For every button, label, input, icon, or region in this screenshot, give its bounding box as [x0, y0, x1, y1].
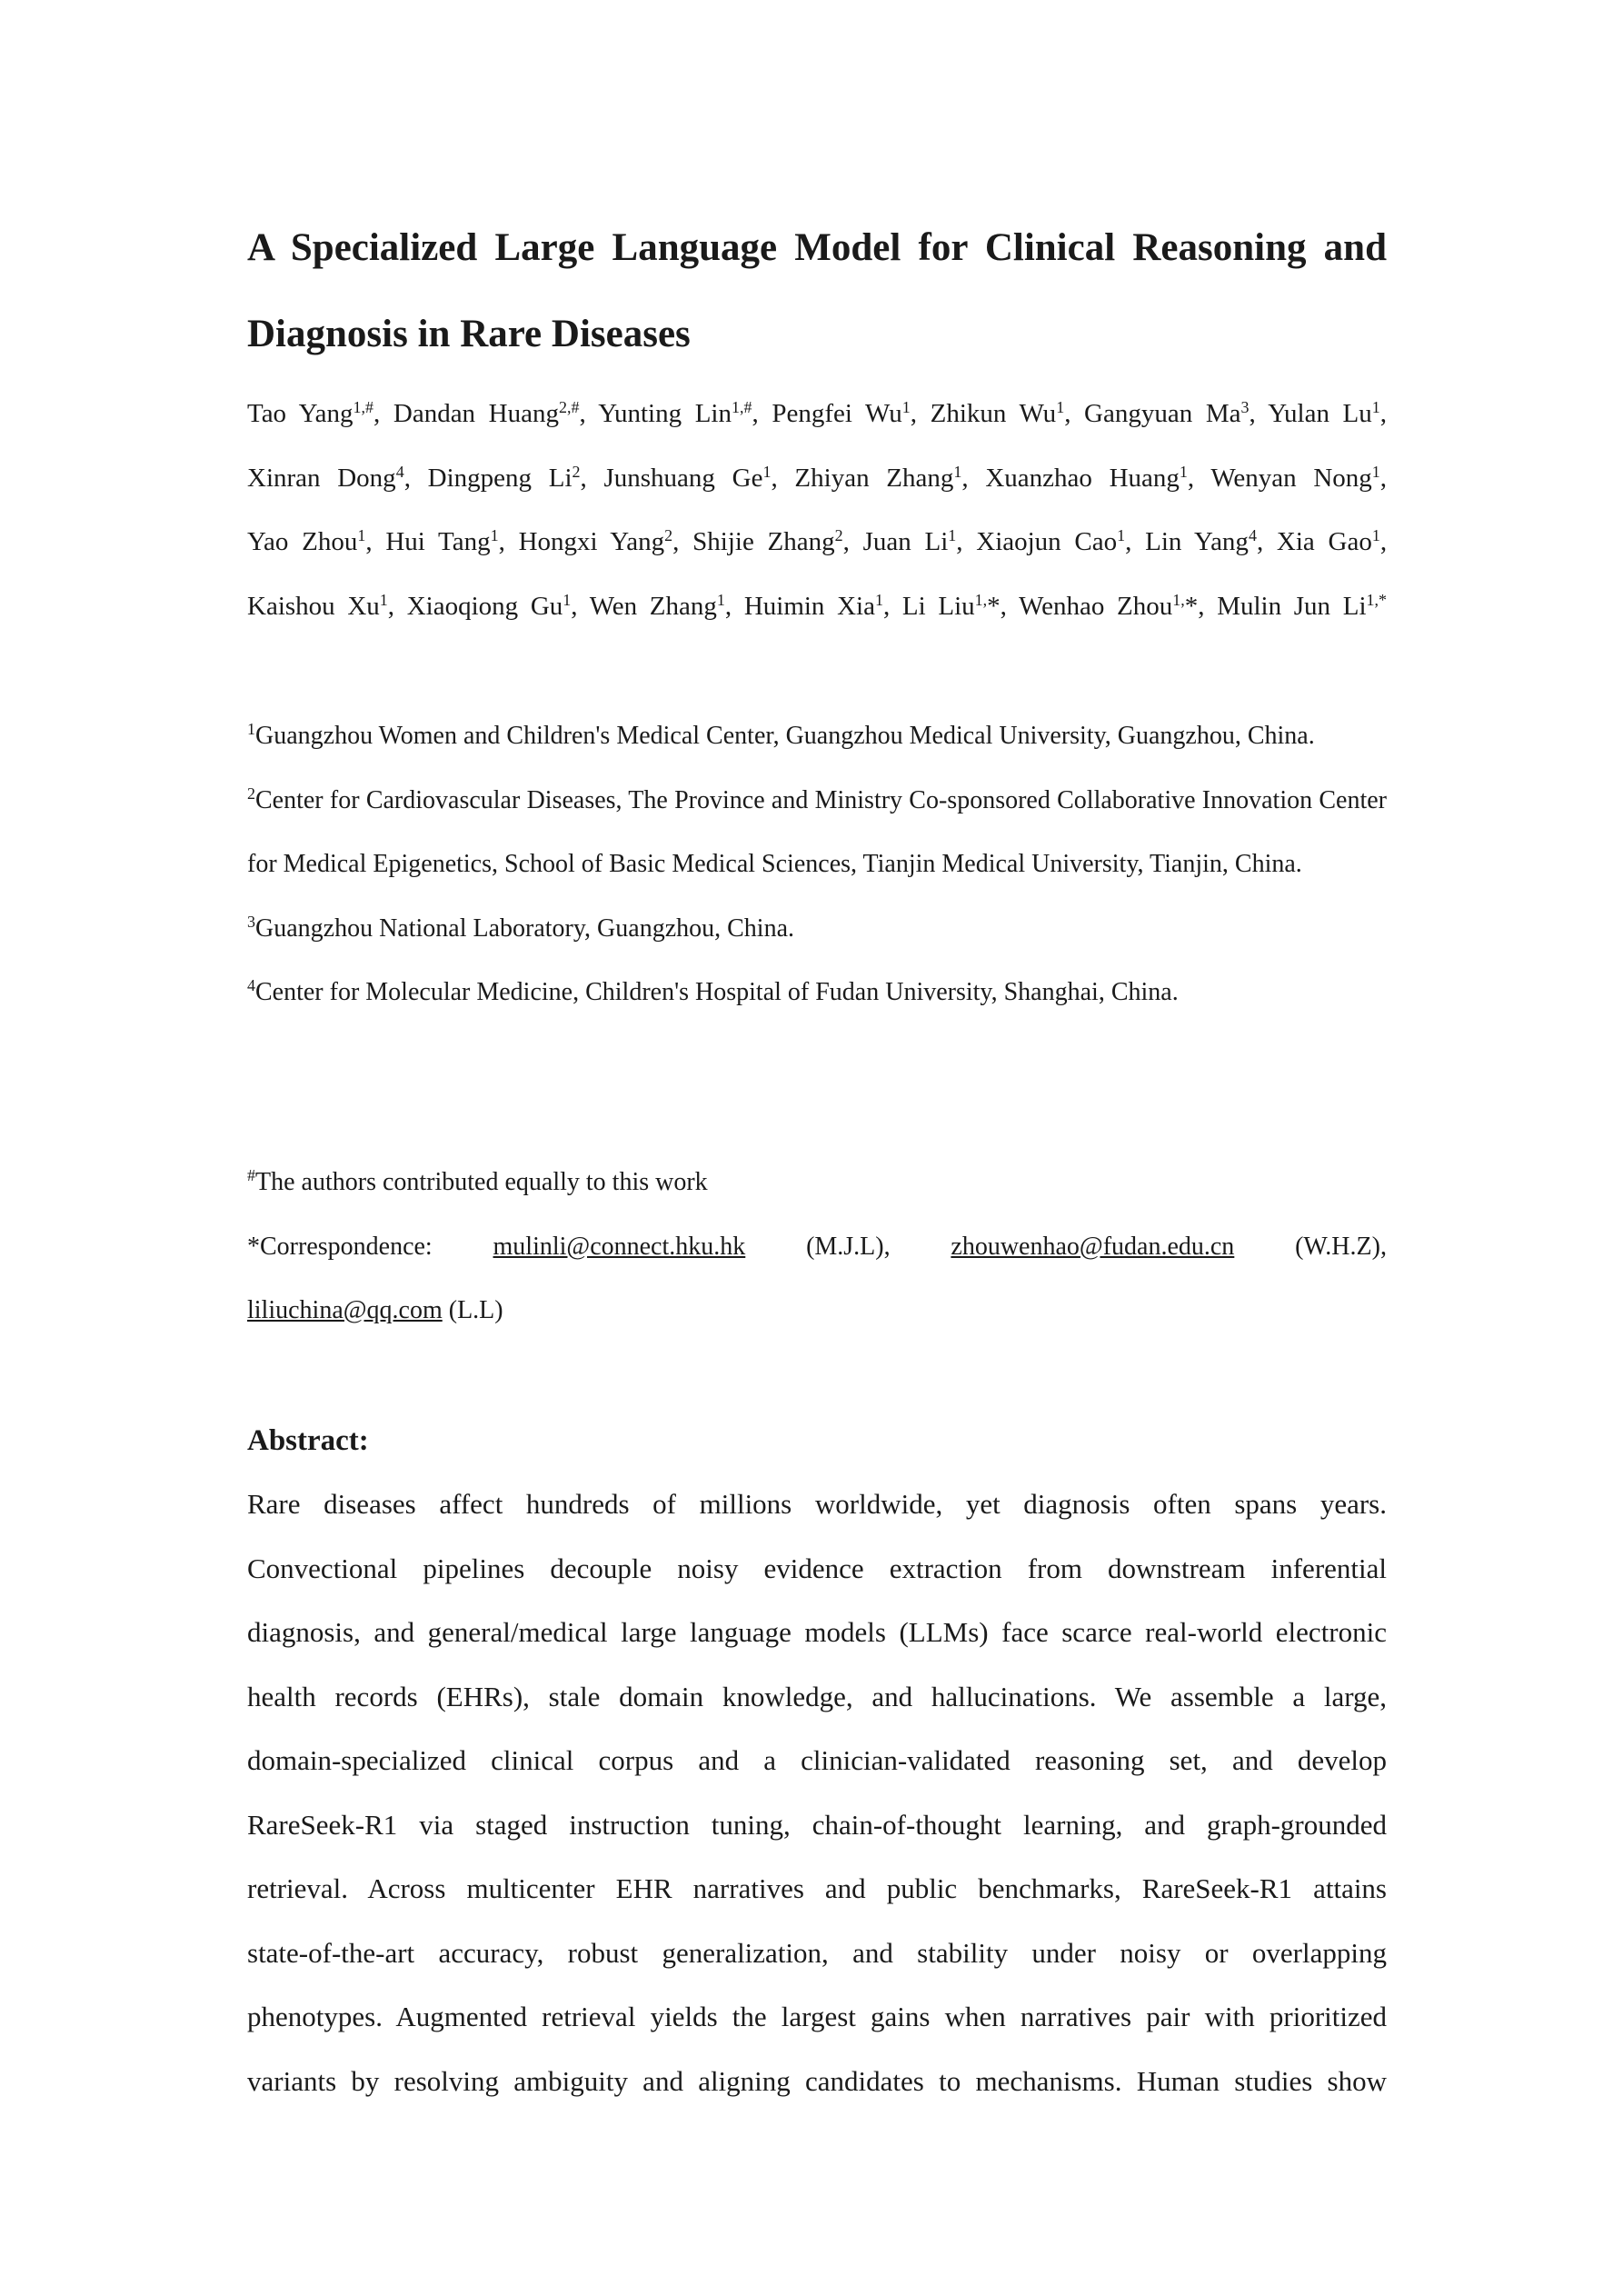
abstract-line: retrieval. Across multicenter EHR narratives and public benchmarks, RareSeek-R1 attains — [247, 1872, 1387, 1904]
author-affiliation-mark: 1 — [1117, 526, 1126, 544]
author-name: Tao Yang — [247, 399, 353, 428]
author-name: Yulan Lu — [1268, 399, 1372, 428]
author-affiliation-mark: 1 — [953, 462, 962, 481]
affiliation-number: 2 — [247, 784, 255, 803]
author-name: Kaishou Xu — [247, 591, 380, 621]
affiliation-list — [247, 704, 1387, 1025]
author-affiliation-mark: 1 — [357, 526, 366, 544]
author-name: Zhiyan Zhang — [794, 463, 954, 493]
author-affiliation-mark: 1,* — [1366, 590, 1388, 609]
author-name: Mulin Jun Li — [1217, 591, 1367, 621]
affiliation-text: Center for Molecular Medicine, Children's Hospital of Fudan University, Shanghai, China. — [255, 978, 1179, 1006]
author-affiliation-mark: 1 — [874, 590, 883, 609]
author-affiliation-mark: 1 — [490, 526, 499, 544]
author-affiliation-mark: 1, — [974, 590, 988, 609]
author-affiliation-mark: 2,# — [558, 398, 580, 416]
correspondence-initials: (W.H.Z), — [1295, 1232, 1387, 1261]
abstract-line: RareSeek-R1 via staged instruction tuning, chain-of-thought learning, and graph-grounded — [247, 1808, 1387, 1841]
author-affiliation-mark: 1 — [1179, 462, 1188, 481]
equal-contribution-mark: # — [247, 1166, 255, 1184]
author-name: Junshuang Ge — [603, 463, 763, 493]
email-link-whz[interactable]: zhouwenhao@fudan.edu.cn — [951, 1232, 1235, 1261]
title-line: A Specialized Large Language Model for Clinical Reasoning and — [247, 226, 1387, 269]
author-name: Wenyan Nong — [1210, 463, 1372, 493]
equal-contribution-note — [247, 1151, 1387, 1215]
affiliation-number: 1 — [247, 720, 255, 738]
abstract-heading: Abstract: — [247, 1424, 369, 1457]
author-notes — [247, 1151, 1387, 1343]
author-name: Yao Zhou — [247, 527, 358, 556]
author-name: Xiaoqiong Gu — [406, 591, 563, 621]
author-name: Yunting Lin — [598, 399, 732, 428]
author-affiliation-mark: 1 — [1371, 398, 1380, 416]
author-affiliation-mark: 3 — [1240, 398, 1250, 416]
author-name: Xuanzhao Huang — [985, 463, 1180, 493]
affiliation-text: Guangzhou National Laboratory, Guangzhou, China. — [255, 913, 795, 943]
affiliation-4 — [247, 961, 1387, 1025]
author-name: Wenhao Zhou — [1019, 591, 1173, 621]
author-name: Hui Tang — [385, 527, 491, 556]
correspondence-initials: (L.L) — [448, 1296, 503, 1324]
author-name: Xia Gao — [1276, 527, 1372, 556]
author-affiliation-mark: 1,# — [732, 398, 752, 416]
abstract-body — [247, 1472, 1387, 2113]
author-affiliation-mark: 1 — [1371, 526, 1380, 544]
author-list — [247, 382, 1387, 638]
author-name: Shijie Zhang — [692, 527, 835, 556]
email-link-mjl[interactable]: mulinli@connect.hku.hk — [493, 1232, 746, 1261]
author-affiliation-mark: 1 — [563, 590, 572, 609]
author-name: Wen Zhang — [589, 591, 717, 621]
abstract-line: Convectional pipelines decouple noisy evidence extraction from downstream inferential — [247, 1552, 1387, 1584]
author-line: Kaishou Xu$^1$, Xiaoqiong Gu$^1$, Wen Zhang$^1$, Huimin Xia$^1$, Li Liu$^{1,}$*, Wenhao Zhou$^{1,}$*, Mulin Jun $Li^{1,*}$ — [247, 590, 1388, 621]
author-line: Yao Zhou$^1$, Hui Tang$^1$, Hongxi Yang$^2$, Shijie Zhang$^2$, Juan Li$^1$, Xiaojun Cao$^1$, Lin Yang$^4$, Xia Gao$^1$, — [247, 526, 1388, 556]
author-name: Zhikun Wu — [930, 399, 1057, 428]
author-affiliation-mark: 1 — [762, 462, 772, 481]
affiliation-3 — [247, 897, 1387, 962]
correspondence-line — [247, 1215, 1387, 1280]
corresponding-author-mark: * — [987, 591, 1001, 621]
author-affiliation-mark: 1,# — [353, 398, 374, 416]
author-name: Huimin Xia — [743, 591, 875, 621]
author-affiliation-mark: 2 — [834, 526, 843, 544]
affiliation-number: 4 — [247, 976, 255, 994]
affiliation-1 — [247, 704, 1387, 769]
abstract-line: state-of-the-art accuracy, robust generalization, and stability under noisy or overlapping — [247, 1936, 1387, 1969]
abstract-line: phenotypes. Augmented retrieval yields the largest gains when narratives pair with prioritized — [247, 2001, 1387, 2032]
abstract-line: variants by resolving ambiguity and aligning candidates to mechanisms. Human studies show — [247, 2064, 1387, 2097]
title-line: Diagnosis in Rare Diseases — [247, 313, 691, 355]
author-affiliation-mark: 1 — [1371, 462, 1380, 481]
author-affiliation-mark: 1 — [716, 590, 725, 609]
author-name: Xinran Dong — [247, 463, 396, 493]
author-name: Pengfei Wu — [772, 399, 902, 428]
author-affiliation-mark: 1, — [1172, 590, 1185, 609]
author-affiliation-mark: 4 — [1248, 526, 1257, 544]
author-name: Dingpeng Li — [427, 463, 573, 493]
corresponding-author-mark: * — [1184, 591, 1199, 621]
author-name: Lin Yang — [1145, 527, 1249, 556]
author-name: Gangyuan Ma — [1084, 399, 1241, 428]
author-affiliation-mark: 2 — [664, 526, 673, 544]
affiliation-number: 3 — [247, 912, 255, 931]
author-name: Dandan Huang — [393, 399, 559, 428]
equal-contribution-text: The authors contributed equally to this work — [255, 1168, 708, 1196]
correspondence-initials: (M.J.L), — [806, 1232, 891, 1261]
abstract-line: Rare diseases affect hundreds of millions worldwide, yet diagnosis often spans years. — [247, 1488, 1387, 1520]
author-line: Xinran Dong$^4$, Dingpeng Li$^2$, Junshuang Ge$^1$, Zhiyan Zhang$^1$, Xuanzhao Huang$^1$, Wenyan Nong$^1$, — [247, 462, 1388, 493]
email-link-ll[interactable]: liliuchina@qq.com — [247, 1296, 443, 1324]
author-affiliation-mark: 1 — [379, 590, 388, 609]
abstract-line: health records (EHRs), stale domain knowledge, and hallucinations. We assemble a large, — [247, 1680, 1387, 1712]
paper-title — [247, 205, 1387, 377]
author-affiliation-mark: 1 — [948, 526, 957, 544]
author-affiliation-mark: 1 — [901, 398, 911, 416]
author-line: Tao Yang$^{1,\#}$, Dandan Huang$^{2,\#}$, Yunting Lin$^{1,\#}$, Pengfei Wu$^1$, Zhikun Wu$^1$, Gangyuan Ma$^3$, Yulan Lu$^1$, — [247, 398, 1388, 428]
author-name: Xiaojun Cao — [976, 527, 1118, 556]
affiliation-text: Center for Cardiovascular Diseases, The Province and Ministry Co-sponsored Collaborative Innovation Center for Medical Epigenetics, School of Basic Medical Sciences, Tianjin Medical University, Tianjin, China. — [247, 785, 1387, 878]
abstract-line: domain-specialized clinical corpus and a clinician-validated reasoning set, and develop — [247, 1744, 1387, 1776]
affiliation-text: Guangzhou Women and Children's Medical Center, Guangzhou Medical University, Guangzhou, China. — [255, 722, 1315, 750]
author-name: Juan Li — [862, 527, 949, 556]
author-name: Li Liu — [901, 591, 975, 621]
author-affiliation-mark: 2 — [572, 462, 581, 481]
author-affiliation-mark: 4 — [395, 462, 404, 481]
affiliation-2 — [247, 769, 1387, 897]
author-name: Hongxi Yang — [518, 527, 665, 556]
correspondence-line-2 — [247, 1279, 1387, 1343]
author-affiliation-mark: 1 — [1056, 398, 1065, 416]
abstract-line: diagnosis, and general/medical large language models (LLMs) face scarce real-world electronic — [247, 1616, 1387, 1648]
correspondence-label: *Correspondence: — [247, 1232, 433, 1261]
